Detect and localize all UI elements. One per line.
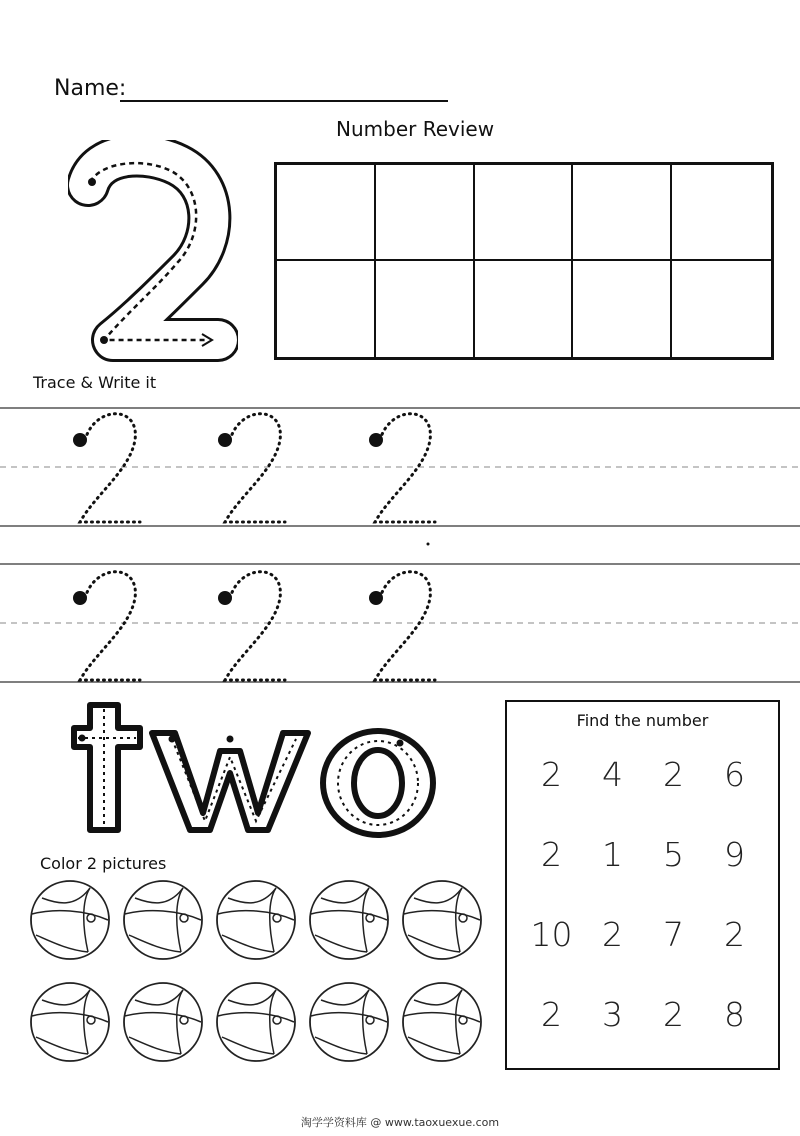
tracing-rows[interactable] — [0, 400, 800, 690]
find-number-item[interactable]: 4 — [602, 755, 623, 794]
color-pictures-label: Color 2 pictures — [40, 854, 167, 873]
name-label: Name: — [54, 76, 127, 101]
find-number-item[interactable]: 5 — [663, 835, 684, 874]
review-cell[interactable] — [376, 165, 475, 261]
footer-watermark: 淘学学资料库 @ www.taoxuexue.com — [300, 1116, 500, 1129]
find-number-item[interactable]: 2 — [663, 995, 684, 1034]
review-cell[interactable] — [277, 261, 376, 357]
review-cell[interactable] — [573, 261, 672, 357]
beach-ball-icon[interactable] — [31, 983, 109, 1061]
name-write-line[interactable] — [120, 100, 448, 102]
beach-ball-icon[interactable] — [124, 983, 202, 1061]
trace-section-label: Trace & Write it — [33, 373, 157, 392]
find-number-item[interactable]: 7 — [663, 915, 684, 954]
number-review-grid — [274, 162, 774, 360]
find-number-item[interactable]: 1 — [602, 835, 623, 874]
find-number-item[interactable]: 2 — [541, 995, 562, 1034]
beach-ball-icon[interactable] — [403, 983, 481, 1061]
beach-ball-icon[interactable] — [217, 881, 295, 959]
find-number-grid — [521, 754, 765, 1036]
find-number-item[interactable]: 10 — [530, 915, 573, 954]
review-cell[interactable] — [475, 165, 574, 261]
find-number-item[interactable]: 2 — [724, 915, 745, 954]
review-cell[interactable] — [376, 261, 475, 357]
find-number-item[interactable]: 2 — [663, 755, 684, 794]
find-number-item[interactable]: 8 — [724, 995, 745, 1034]
find-number-item[interactable]: 3 — [602, 995, 623, 1034]
beach-ball-icon[interactable] — [217, 983, 295, 1061]
find-number-title: Find the number — [576, 711, 709, 730]
featured-number-two-icon — [68, 140, 238, 370]
find-number-item[interactable]: 9 — [724, 835, 745, 874]
review-cell[interactable] — [277, 165, 376, 261]
beach-ball-icon[interactable] — [310, 881, 388, 959]
find-number-item[interactable]: 2 — [541, 755, 562, 794]
beach-ball-icon[interactable] — [403, 881, 481, 959]
find-number-item[interactable]: 6 — [724, 755, 745, 794]
review-cell[interactable] — [475, 261, 574, 357]
find-number-item[interactable]: 2 — [541, 835, 562, 874]
beach-ball-icon[interactable] — [124, 881, 202, 959]
find-number-item[interactable]: 2 — [602, 915, 623, 954]
beach-ball-grid[interactable] — [30, 880, 495, 1065]
find-number-panel — [505, 700, 780, 1070]
review-cell[interactable] — [672, 165, 771, 261]
beach-ball-icon[interactable] — [310, 983, 388, 1061]
review-cell[interactable] — [573, 165, 672, 261]
page-title: Number Review — [336, 117, 495, 141]
beach-ball-icon[interactable] — [31, 881, 109, 959]
word-two-icon — [60, 695, 450, 845]
review-cell[interactable] — [672, 261, 771, 357]
